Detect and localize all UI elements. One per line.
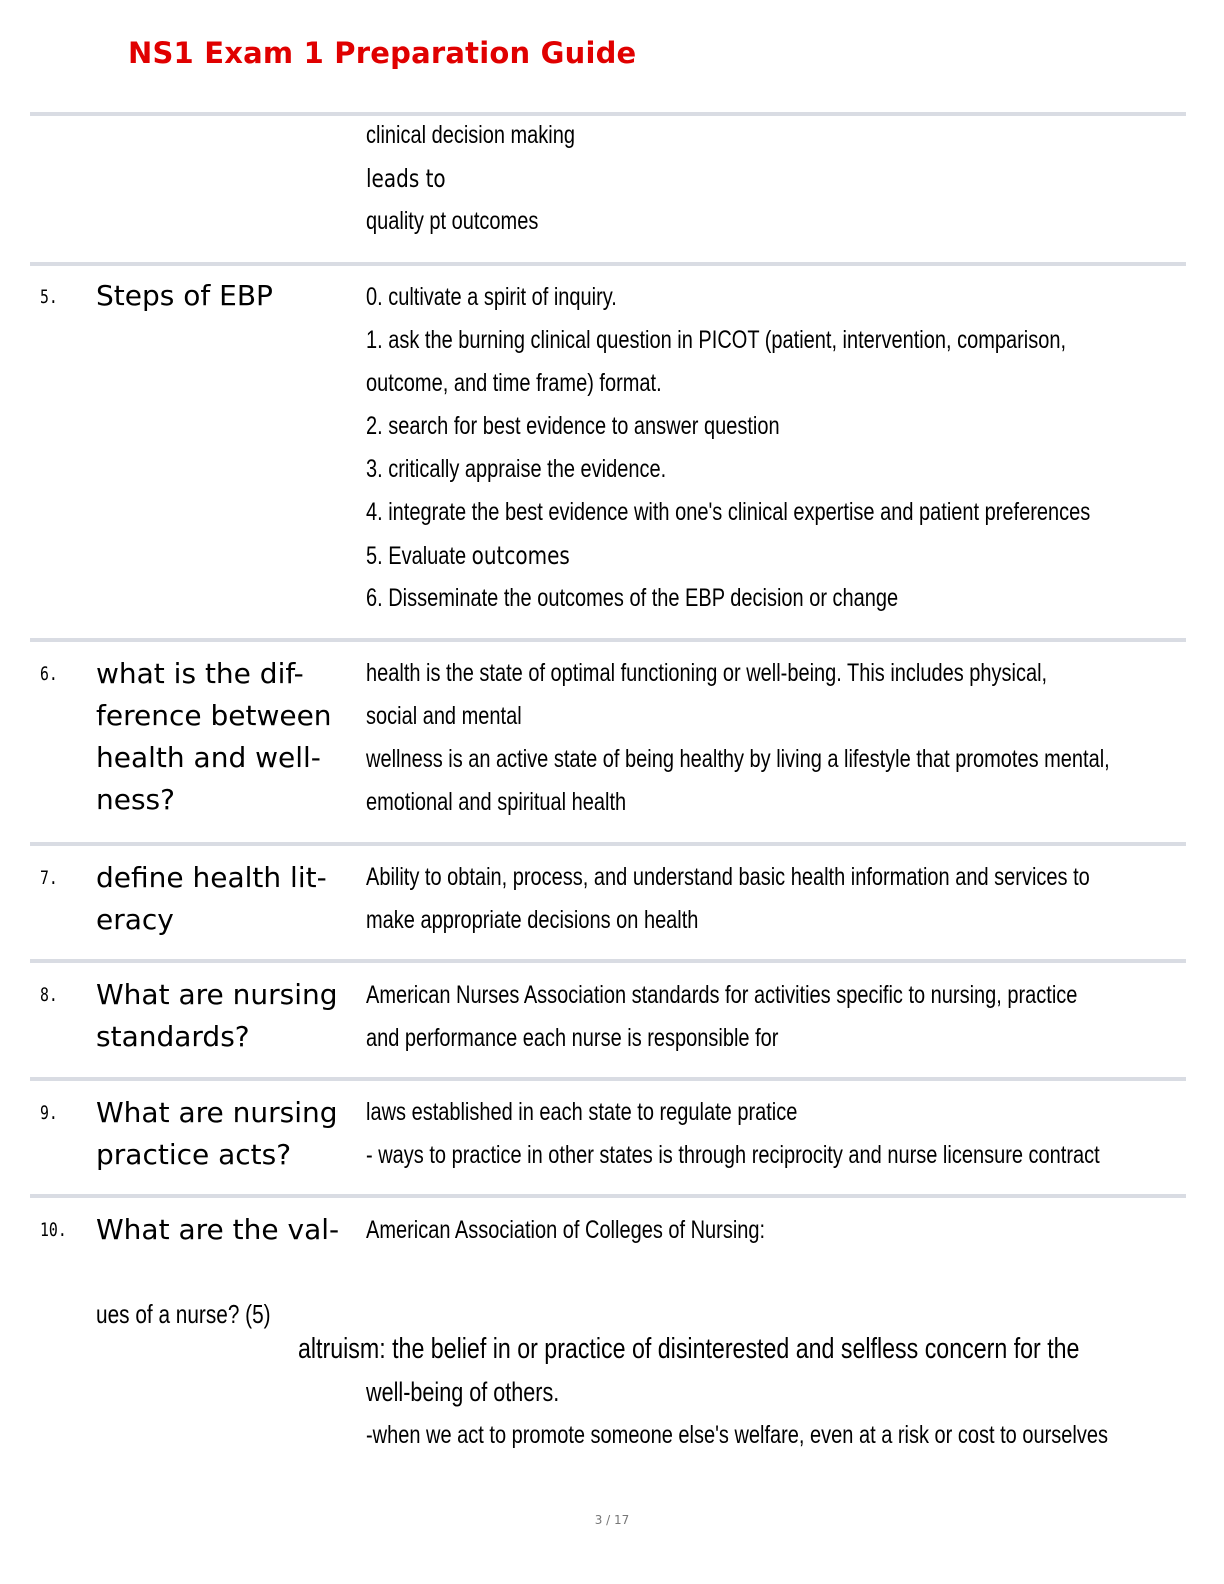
row-number: 8.	[40, 984, 58, 1006]
row-answer	[366, 652, 1182, 824]
answer-line: 0. cultivate a spirit of inquiry.	[366, 283, 617, 311]
answer-line: American Association of Colleges of Nursing:	[366, 1216, 766, 1244]
answer-line: altruism: the belief in or practice of disinterested and selfless concern for the	[298, 1333, 1080, 1365]
row-term: What are the val-	[96, 1213, 340, 1246]
row-answer	[366, 1091, 1182, 1177]
answer-line: laws established in each state to regulate pratice	[366, 1098, 798, 1126]
answer-line: 1. ask the burning clinical question in PICOT (patient, intervention, comparison,	[366, 326, 1066, 354]
row-number: 9.	[40, 1102, 58, 1124]
row-number: 5.	[40, 286, 58, 308]
row-answer	[366, 974, 1182, 1060]
row-answer	[366, 856, 1182, 942]
answer-line: 3. critically appraise the evidence.	[366, 455, 667, 483]
answer-line: - ways to practice in other states is through reciprocity and nurse licensure contract	[366, 1141, 1100, 1169]
row-term: what is the dif- ference between health and well- ness?	[96, 657, 332, 816]
answer-line: 2. search for best evidence to answer question	[366, 412, 780, 440]
row-number: 6.	[40, 663, 58, 685]
divider	[30, 638, 1186, 642]
answer-line: Ability to obtain, process, and understand basic health information and services to	[366, 863, 1090, 891]
row-term: What are nursing standards?	[96, 978, 338, 1053]
answer-line: 4. integrate the best evidence with one's clinical expertise and patient preferences	[366, 498, 1091, 526]
page-title: NS1 Exam 1 Preparation Guide	[128, 36, 637, 70]
answer-line: outcome, and time frame) format.	[366, 369, 662, 397]
answer-line: well-being of others.	[366, 1377, 560, 1407]
answer-line: clinical decision making	[366, 121, 575, 149]
divider	[30, 262, 1186, 266]
answer-line: leads to	[366, 164, 446, 193]
divider	[30, 842, 1186, 846]
answer-line: emotional and spiritual health	[366, 788, 627, 816]
row-number: 10.	[40, 1219, 67, 1241]
answer-line: -when we act to promote someone else's welfare, even at a risk or cost to ourselves	[366, 1421, 1108, 1449]
divider	[30, 959, 1186, 963]
answer-line: 5. Evaluate outcomes	[366, 541, 570, 570]
continued-answer	[366, 114, 1182, 243]
row-term: define health lit- eracy	[96, 861, 327, 936]
answer-line: make appropriate decisions on health	[366, 906, 699, 934]
answer-line: wellness is an active state of being healthy by living a lifestyle that promotes mental,	[366, 745, 1110, 773]
row-term-continued: ues of a nurse? (5)	[96, 1299, 271, 1329]
row-answer	[366, 276, 1182, 620]
answer-line: American Nurses Association standards for activities specific to nursing, practice	[366, 981, 1078, 1009]
answer-line: quality pt outcomes	[366, 207, 539, 235]
row-term: What are nursing practice acts?	[96, 1096, 338, 1171]
divider	[30, 1077, 1186, 1081]
divider	[30, 1194, 1186, 1198]
row-number: 7.	[40, 867, 58, 889]
answer-line: social and mental	[366, 702, 522, 730]
row-term: Steps of EBP	[96, 279, 273, 312]
answer-line: and performance each nurse is responsible for	[366, 1024, 779, 1052]
page-number: 3 / 17	[594, 1513, 630, 1527]
answer-line: health is the state of optimal functioning or well-being. This includes physical,	[366, 659, 1048, 687]
row-answer	[366, 1209, 1182, 1252]
answer-line: 6. Disseminate the outcomes of the EBP decision or change	[366, 584, 899, 612]
